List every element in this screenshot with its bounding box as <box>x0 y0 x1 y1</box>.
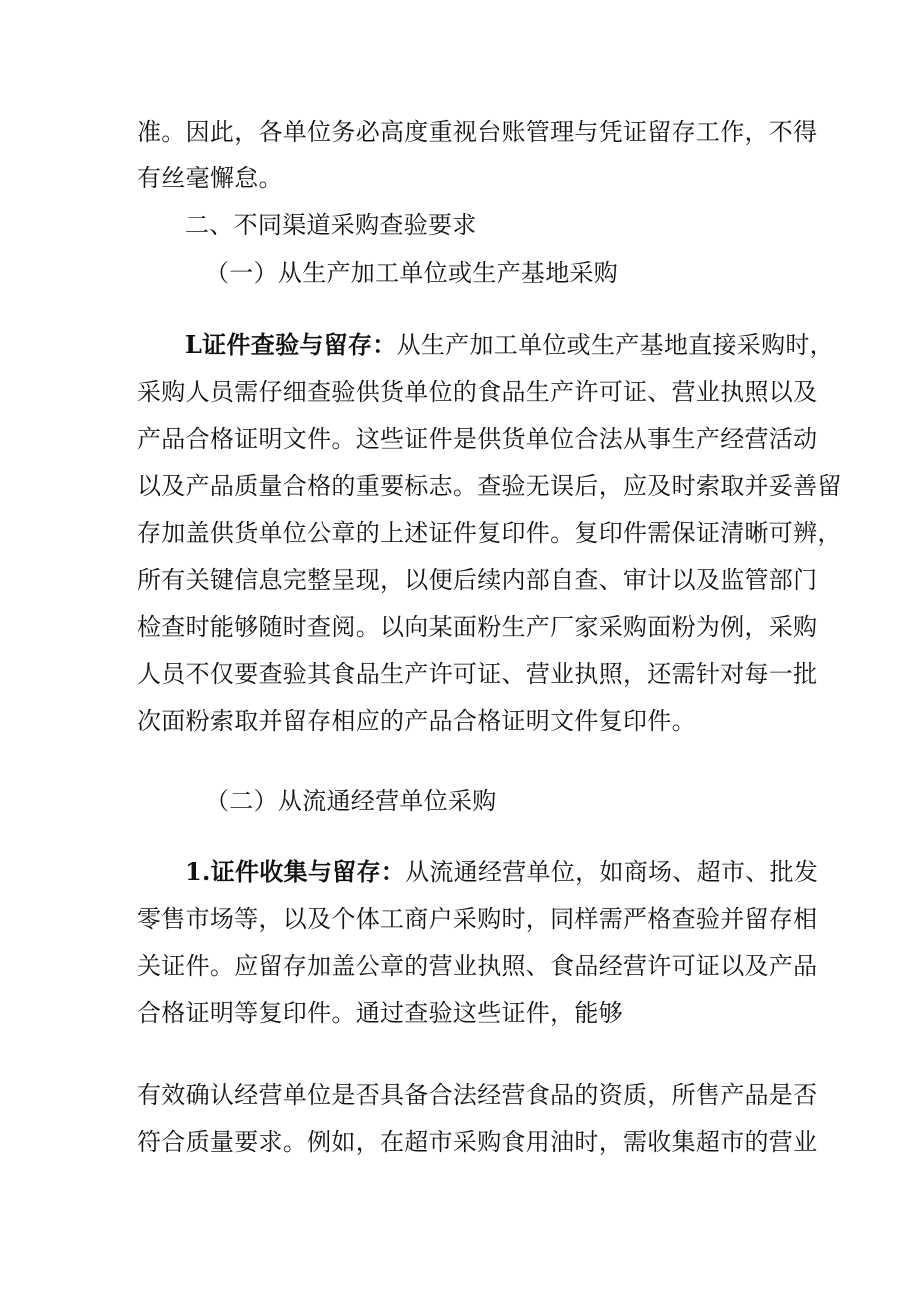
continuation-line-1: 有效确认经营单位是否具备合法经营食品的资质，所售产品是否 <box>137 1081 818 1109</box>
subsection-2-item-label: 1.证件收集与留存： <box>185 857 406 886</box>
subsection-1-line-5: 所有关键信息完整呈现，以便后续内部自查、审计以及监管部门 <box>137 566 818 594</box>
subsection-2-first-line <box>185 852 818 892</box>
subsection-2-line-1: 零售市场等，以及个体工商户采购时，同样需严格查验并留存相 <box>137 905 818 933</box>
intro-line-1: 准。因此，各单位务必高度重视台账管理与凭证留存工作，不得 <box>137 118 818 146</box>
subsection-1-line-6: 检查时能够随时查阅。以向某面粉生产厂家采购面粉为例，采购 <box>137 613 818 641</box>
subsection-1-line-1: 采购人员需仔细查验供货单位的食品生产许可证、营业执照以及 <box>137 378 818 406</box>
subsection-2-first-line-text: 从流通经营单位，如商场、超市、批发 <box>405 858 819 886</box>
subsection-2-heading: （二）从流通经营单位采购 <box>205 787 497 815</box>
subsection-2-line-2: 关证件。应留存加盖公章的营业执照、食品经营许可证以及产品 <box>137 952 818 980</box>
subsection-1-heading: （一）从生产加工单位或生产基地采购 <box>205 259 619 287</box>
subsection-2-line-3: 合格证明等复印件。通过查验这些证件，能够 <box>137 999 623 1027</box>
subsection-1-line-3: 以及产品质量合格的重要标志。查验无误后，应及时索取并妥善留 <box>137 472 842 500</box>
subsection-1-line-4: 存加盖供货单位公章的上述证件复印件。复印件需保证清晰可辨， <box>137 519 842 547</box>
subsection-1-first-line-text: 从生产加工单位或生产基地直接采购时， <box>396 331 834 359</box>
section-heading: 二、不同渠道采购查验要求 <box>185 211 477 239</box>
subsection-1-item-label: L证件查验与留存： <box>185 330 397 359</box>
subsection-1-first-line <box>185 325 834 365</box>
subsection-1-line-8: 次面粉索取并留存相应的产品合格证明文件复印件。 <box>137 707 696 735</box>
subsection-1-line-2: 产品合格证明文件。这些证件是供货单位合法从事生产经营活动 <box>137 425 818 453</box>
continuation-line-2: 符合质量要求。例如，在超市采购食用油时，需收集超市的营业 <box>137 1128 818 1156</box>
subsection-1-line-7: 人员不仅要查验其食品生产许可证、营业执照，还需针对每一批 <box>137 660 818 688</box>
intro-line-2: 有丝毫懈怠。 <box>137 164 283 192</box>
